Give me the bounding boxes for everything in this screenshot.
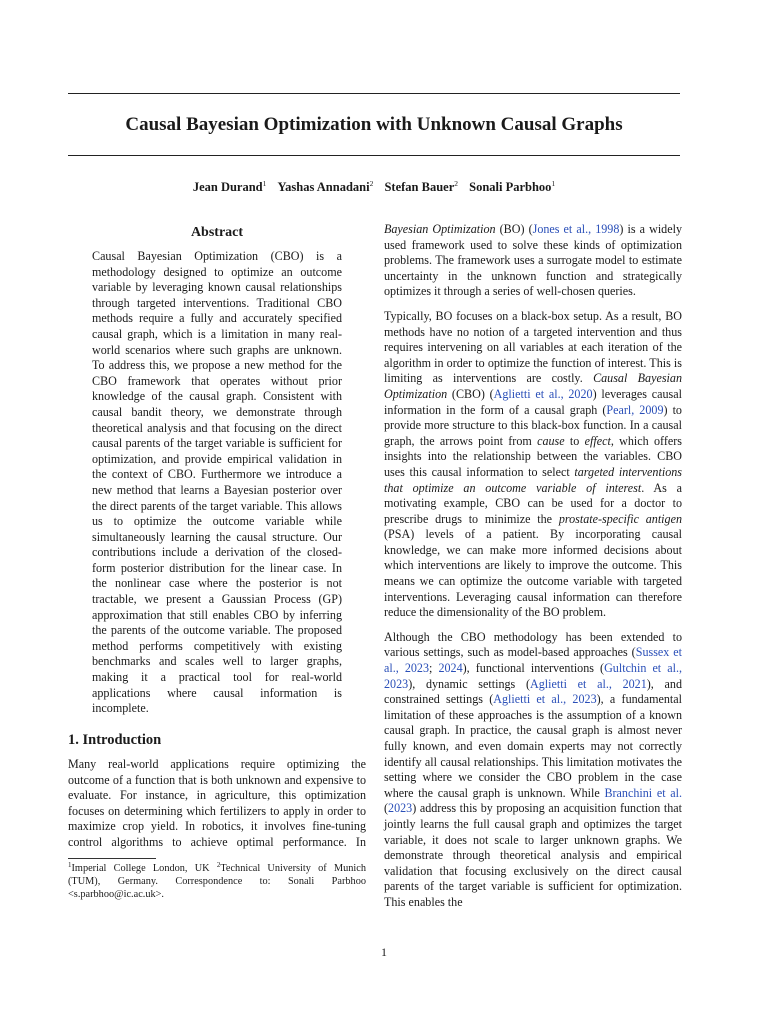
citation-link[interactable]: Aglietti et al., 2023	[493, 692, 597, 707]
intro-paragraph-2: Typically, BO focuses on a black-box setup. As a result, BO methods have no notion of a targeted intervention and thus requires intervening on all variables at each iteration of the algorithm in order to optimize the function of interest. This is limiting as interventions are costly. Causal Bayesian Optimization (CBO) (Aglietti et al., 2020) leverages causal information in the form of a causal graph (Pearl, 2009) to provide more structure to this black-box function. In a causal graph, the arrows point from cause to effect, which offers insights into the relationship between the variables. CBO uses this causal information to select targeted interventions that optimize an outcome variable of interest. As a motivating example, CBO can be used for a doctor to prescribe drugs to minimize the prostate-specific antigen (PSA) levels of a patient. By incorporating causal knowledge, we can make more informed decisions about which interventions are likely to improve the outcome. This means we can optimize the outcome variable with targeted interventions. Leveraging causal information can therefore reduce the dimensionality of the BO problem.	[384, 308, 682, 620]
footnote-rule	[68, 858, 156, 859]
intro-p1-text: Many real-world applications require optimizing the outcome of a function that is both unknown and expensive to evaluate. For instance, in agriculture, this optimization focuses on determining which fertilizers to apply in order to maximize crop yield. In robotics, it involves fine-tuning control algorithms to achieve optimal performance. In	[68, 757, 366, 849]
citation-link[interactable]: Branchini et al.	[604, 785, 683, 800]
top-rule	[68, 93, 680, 94]
abstract-text: Causal Bayesian Optimization (CBO) is a methodology designed to optimize an outcome variable by leveraging known causal relationships through targeted interventions. Traditional CBO methods require a fully and accurately specified causal graph, which is a limitation in many real-world scenarios where such graphs are unknown. To address this, we propose a new method for the CBO framework that operates without prior knowledge of the causal graph. Consistent with causal bandit theory, we demonstrate through theoretical analysis and that focusing on the direct causal parents of the target variable is sufficient for optimization, and provide empirical validation in the context of CBO. Furthermore we introduce a new method that learns a Bayesian posterior over the direct parents of the target variable. This allows us to optimize the outcome variable while simultaneously learning the causal structure. Our contributions include a derivation of the closed-form posterior distribution for the linear case. In the nonlinear case where the posterior is not tractable, we present a Gaussian Process (GP) approximation that still enables CBO by inferring the parents of the outcome variable. The proposed method performs competitively with existing benchmarks and scales well to larger graphs, making it a practical tool for real-world applications where causal information is incomplete.	[92, 249, 342, 716]
author-1: Jean Durand$^1$	[192, 179, 267, 194]
citation-link[interactable]: Aglietti et al., 2020	[493, 386, 593, 401]
title-bottom-rule	[68, 155, 680, 156]
author-3: Stefan Bauer$^2$	[384, 179, 458, 194]
citation-link[interactable]: Aglietti et al., 2021	[530, 676, 647, 691]
paper-title: Causal Bayesian Optimization with Unknown Causal Graphs	[125, 114, 623, 135]
intro-p1-continuation: Bayesian Optimization (BO) (Jones et al., 1998) is a widely used framework used to solve these kinds of optimization problems. The framework uses a surrogate model to estimate uncertainty in the unknown function and strategically optimizes it through a series of well-chosen queries.	[384, 222, 683, 299]
author-4: Sonali Parbhoo$^1$	[469, 179, 556, 194]
citation-link[interactable]: Sussex et al., 2023	[384, 645, 682, 676]
citation-link[interactable]: Jones et al., 1998	[532, 222, 620, 236]
affiliation-footnote: $^1$Imperial College London, UK $^2$Technical University of Munich (TUM), Germany. Correspondence to: Sonali Parbhoo <s.parbhoo@ic.ac.uk>.	[68, 861, 366, 900]
author-2: Yashas Annadani$^2$	[277, 179, 374, 194]
citation-link[interactable]: Pearl, 2009	[606, 402, 664, 417]
abstract-body	[92, 249, 342, 717]
page-number: 1	[381, 945, 387, 959]
citation-link[interactable]: Gultchin et al., 2023	[384, 661, 682, 691]
citation-link[interactable]: 2024	[438, 661, 463, 676]
intro-paragraph-1-left	[68, 757, 366, 851]
right-column	[384, 222, 682, 920]
author-list	[68, 179, 680, 195]
section-heading-introduction: 1. Introduction	[68, 732, 162, 748]
abstract-heading: Abstract	[190, 225, 244, 240]
intro-paragraph-3: Although the CBO methodology has been extended to various settings, such as model-based approaches (Sussex et al., 2023; 2024), functional interventions (Gultchin et al., 2023), dynamic settings (Aglietti et al., 2021), and constrained settings (Aglietti et al., 2023), a fundamental limitation of these approaches is the assumption of a known causal graph. In practice, the causal graph is almost never fully known, and even domain experts may not correctly identify all causal relationships. This limitation motivates the setting where we consider the CBO problem in the case where the causal graph is unknown. While Branchini et al. (2023) address this by proposing an acquisition function that jointly learns the full causal graph and optimizes the target variable, it does not scale to larger unknown graphs. We demonstrate through theoretical analysis and empirical validation that focusing exclusively on the direct causal parents of the target variable is sufficient for optimization. This enables the	[384, 629, 683, 909]
citation-link[interactable]: 2023	[388, 801, 413, 816]
